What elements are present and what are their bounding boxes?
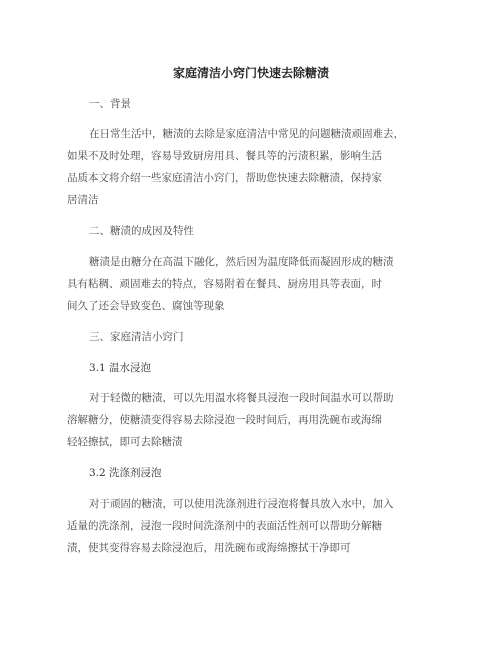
section-heading-causes: 二、糖渍的成因及特性 — [89, 225, 194, 237]
paragraph-line: 居清洁 — [67, 194, 99, 206]
paragraph-line: 品质本文将介绍一些家庭清洁小窍门，帮助您快速去除糖渍，保持家 — [67, 172, 382, 184]
subsection-heading-detergent: 3.2 洗涤剂浸泡 — [89, 467, 162, 479]
paragraph-line: 对于轻微的糖渍，可以先用温水将餐具浸泡一段时间温水可以帮助 — [89, 392, 394, 404]
paragraph-line: 轻轻擦拭，即可去除糖渍 — [67, 436, 183, 448]
paragraph-line: 如果不及时处理，容易导致厨房用具、餐具等的污渍积累，影响生活 — [67, 150, 382, 162]
subsection-heading-warm-water: 3.1 温水浸泡 — [89, 362, 152, 374]
document-title: 家庭清洁小窍门快速去除糖渍 — [172, 66, 329, 80]
paragraph-line: 间久了还会导致变色、腐蚀等现象 — [67, 300, 225, 312]
paragraph-line: 对于顽固的糖渍，可以使用洗涤剂进行浸泡将餐具放入水中，加入 — [89, 498, 394, 510]
paragraph-line: 渍，使其变得容易去除浸泡后，用洗碗布或海绵擦拭干净即可 — [67, 542, 351, 554]
paragraph-line: 在日常生活中，糖渍的去除是家庭清洁中常见的问题糖渍顽固难去， — [89, 128, 404, 140]
paragraph-line: 溶解糖分，使糖渍变得容易去除浸泡一段时间后，再用洗碗布或海绵 — [67, 414, 382, 426]
paragraph-line: 具有粘稠、顽固难去的特点，容易附着在餐具、厨房用具等表面，时 — [67, 278, 382, 290]
paragraph-line: 糖渍是由糖分在高温下融化，然后因为温度降低而凝固形成的糖渍 — [89, 256, 394, 268]
section-heading-tips: 三、家庭清洁小窍门 — [89, 331, 184, 343]
section-heading-background: 一、背景 — [89, 98, 131, 110]
paragraph-line: 适量的洗涤剂，浸泡一段时间洗涤剂中的表面活性剂可以帮助分解糖 — [67, 520, 382, 532]
